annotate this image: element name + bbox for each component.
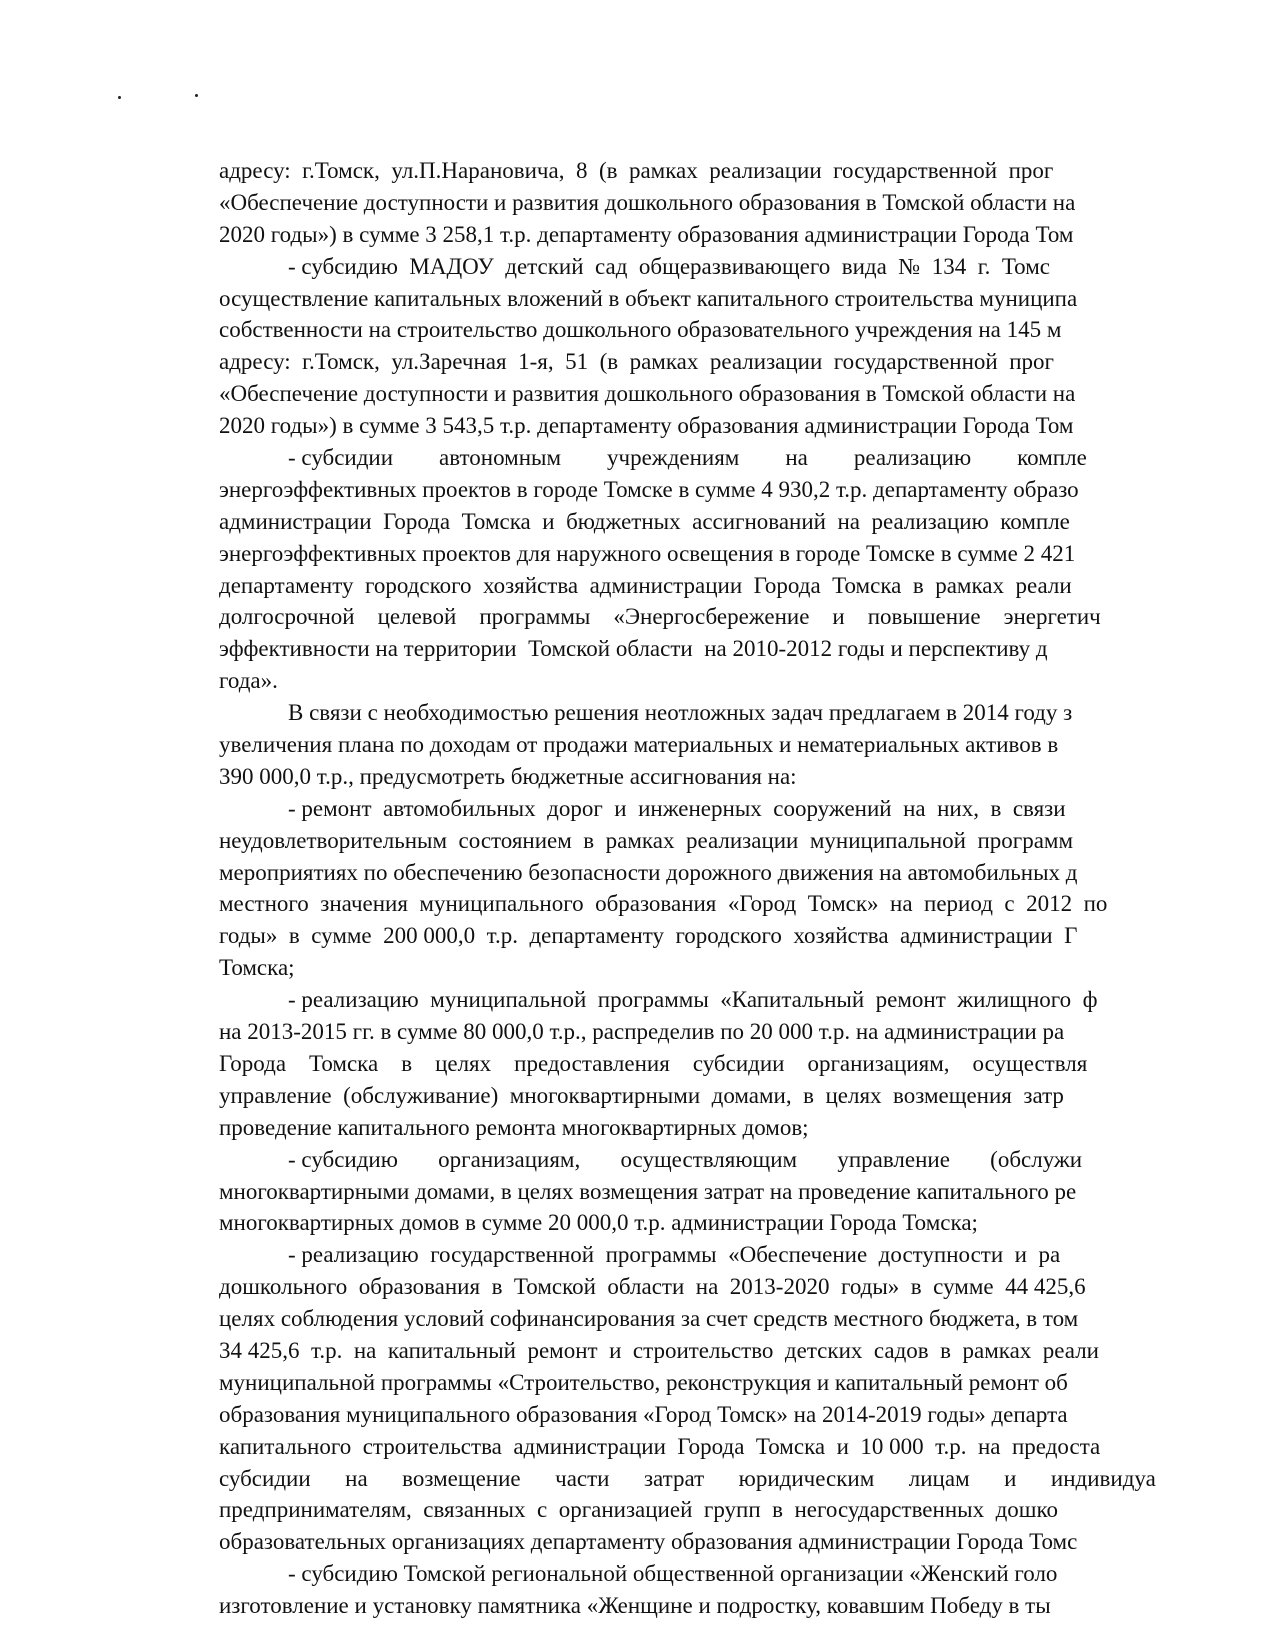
document-line: образовательных организациях департаменту образования администрации Города Томс [219,1529,1078,1555]
document-line: годы» в сумме 200 000,0 т.р. департаменту городского хозяйства администрации Г [219,923,1078,949]
document-line: управление (обслуживание) многоквартирными домами, в целях возмещения затр [219,1082,1064,1108]
document-line: департаменту городского хозяйства администрации Города Томска в рамках реали [219,572,1072,598]
document-line: осуществление капитальных вложений в объект капитального строительства муниципа [219,285,1078,311]
document-line: - субсидии автономным учреждениям на реализацию компле [219,445,1087,471]
document-line: образования муниципального образования «Город Томск» на 2014-2019 годы» департа [219,1401,1068,1427]
document-line: дошкольного образования в Томской области на 2013-2020 годы» в сумме 44 425,6 [219,1274,1086,1300]
document-line: проведение капитального ремонта многоквартирных домов; [219,1114,809,1140]
document-line: «Обеспечение доступности и развития дошкольного образования в Томской области на [219,189,1076,215]
document-line: администрации Города Томска и бюджетных ассигнований на реализацию компле [219,508,1070,534]
document-line: 2020 годы») в сумме 3 543,5 т.р. департаменту образования администрации Города Том [219,413,1074,439]
document-line: - реализацию государственной программы «Обеспечение доступности и ра [219,1242,1061,1268]
document-line: на 2013-2015 гг. в сумме 80 000,0 т.р., распределив по 20 000 т.р. на администрации ра [219,1019,1065,1045]
document-line: адресу: г.Томск, ул.Заречная 1-я, 51 (в рамках реализации государственной прог [219,349,1054,375]
document-line: - субсидию МАДОУ детский сад общеразвивающего вида № 134 г. Томс [219,253,1050,279]
scan-speck [195,94,198,97]
document-line: - субсидию Томской региональной общественной организации «Женский голо [219,1561,1058,1587]
document-line: субсидии на возмещение части затрат юридическим лицам и индивидуа [219,1465,1156,1491]
document-line: - субсидию организациям, осуществляющим управление (обслужи [219,1146,1083,1172]
scan-speck [118,96,121,99]
document-line: энергоэффективных проектов в городе Томске в сумме 4 930,2 т.р. департаменту образо [219,476,1079,502]
document-line: предпринимателям, связанных с организацией групп в негосударственных дошко [219,1497,1058,1523]
document-line: 34 425,6 т.р. на капитальный ремонт и строительство детских садов в рамках реали [219,1337,1099,1363]
document-line: муниципальной программы «Строительство, реконструкция и капитальный ремонт об [219,1369,1068,1395]
document-line: эффективности на территории Томской области на 2010-2012 годы и перспективу д [219,636,1048,662]
document-line: изготовление и установку памятника «Женщине и подростку, ковавшим Победу в ты [219,1593,1051,1619]
document-line: многоквартирных домов в сумме 20 000,0 т.р. администрации Города Томска; [219,1210,978,1236]
document-line: Города Томска в целях предоставления субсидии организациям, осуществля [219,1050,1088,1076]
document-line: 2020 годы») в сумме 3 258,1 т.р. департаменту образования администрации Города Том [219,221,1074,247]
document-line: долгосрочной целевой программы «Энергосбережение и повышение энергетич [219,604,1101,630]
document-body [219,155,1275,1622]
document-line: В связи с необходимостью решения неотложных задач предлагаем в 2014 году з [219,700,1073,726]
document-line: года». [219,668,278,694]
document-line: увеличения плана по доходам от продажи материальных и нематериальных активов в [219,732,1059,758]
document-line: «Обеспечение доступности и развития дошкольного образования в Томской области на [219,381,1076,407]
document-line: мероприятиях по обеспечению безопасности дорожного движения на автомобильных д [219,859,1078,885]
document-page [219,155,1275,1650]
document-line: капитального строительства администрации Города Томска и 10 000 т.р. на предоста [219,1433,1101,1459]
document-line: целях соблюдения условий софинансирования за счет средств местного бюджета, в том [219,1306,1079,1332]
document-line: местного значения муниципального образования «Город Томск» на период с 2012 по [219,891,1108,917]
document-line: Томска; [219,955,295,981]
document-line: 390 000,0 т.р., предусмотреть бюджетные ассигнования на: [219,763,797,789]
document-line: - ремонт автомобильных дорог и инженерных сооружений на них, в связи [219,795,1066,821]
document-line: энергоэффективных проектов для наружного освещения в городе Томске в сумме 2 421 [219,540,1076,566]
document-line: - реализацию муниципальной программы «Капитальный ремонт жилищного ф [219,987,1098,1013]
document-line: неудовлетворительным состоянием в рамках реализации муниципальной программ [219,827,1074,853]
document-line: адресу: г.Томск, ул.П.Нарановича, 8 (в рамках реализации государственной прог [219,158,1054,183]
document-line: собственности на строительство дошкольного образовательного учреждения на 145 м [219,317,1062,343]
document-line: многоквартирными домами, в целях возмещения затрат на проведение капитального ре [219,1178,1077,1204]
